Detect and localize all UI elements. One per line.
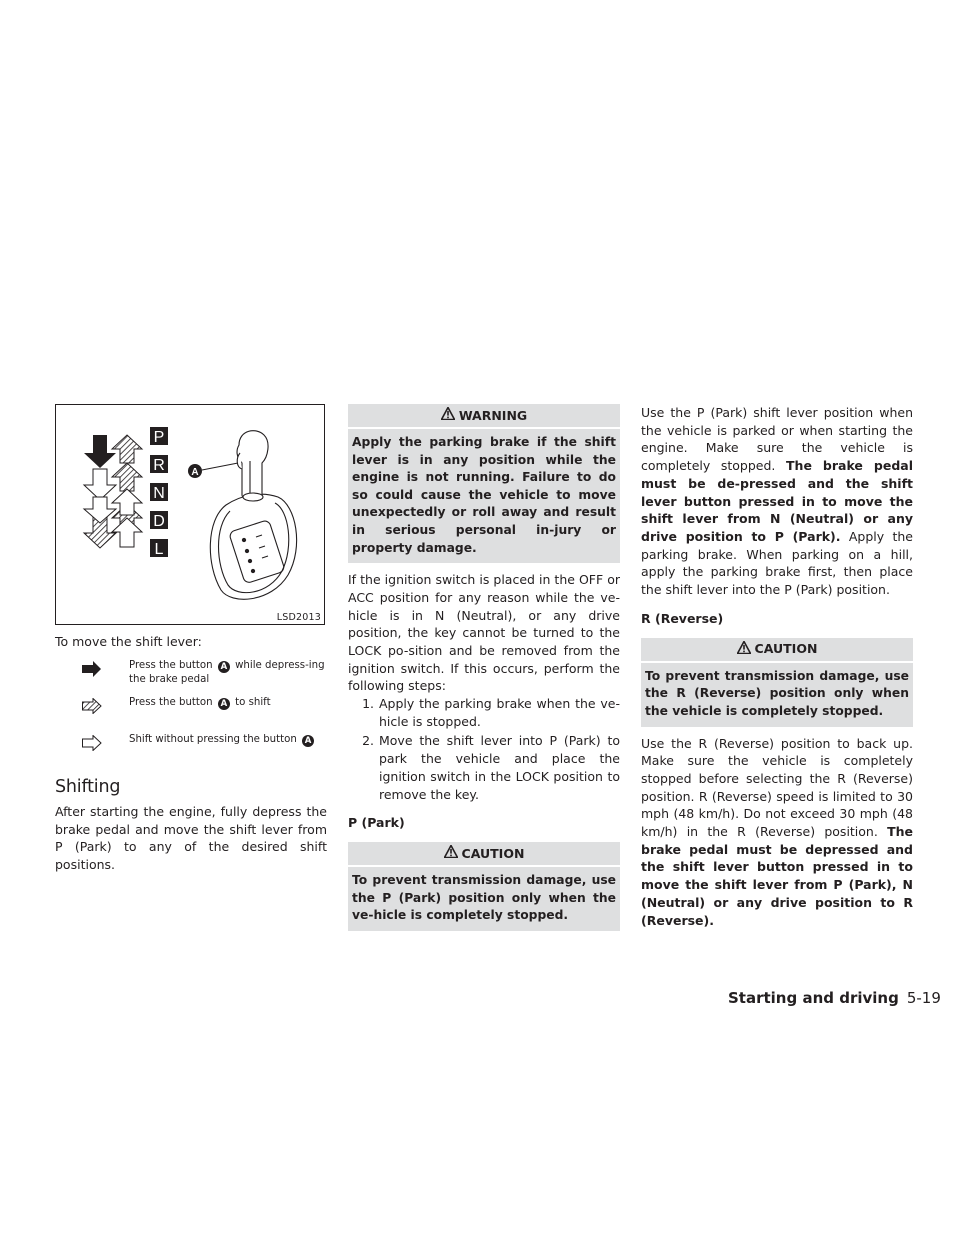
- chapter-title: Starting and driving: [728, 989, 899, 1007]
- shift-lever-figure: [55, 404, 325, 625]
- legend-text: Press the button A to shift: [129, 697, 271, 709]
- shift-gate-icon: [210, 494, 296, 599]
- caution-box: [348, 842, 620, 931]
- knob-icon: [237, 431, 268, 501]
- svg-text:D: D: [153, 513, 165, 530]
- gear-position-labels: [150, 427, 168, 558]
- svg-text:N: N: [153, 485, 165, 502]
- subheading-park: P (Park): [348, 815, 405, 831]
- figure-caption: To move the shift lever:: [55, 634, 202, 649]
- section-heading: Shifting: [55, 777, 121, 797]
- caution-title: CAUTION: [461, 845, 525, 861]
- svg-text:R: R: [153, 457, 165, 474]
- arrow-outline-icon: [55, 733, 129, 751]
- callout-a-badge: A: [302, 735, 314, 747]
- svg-text:L: L: [154, 541, 164, 558]
- warning-triangle-icon: [737, 641, 751, 657]
- arrow-hatched-icon: [55, 696, 129, 714]
- legend-item: [55, 659, 327, 687]
- column-middle: [348, 404, 620, 931]
- callout-a-badge: A: [218, 698, 230, 710]
- paragraph: Use the P (Park) shift lever position when the vehicle is parked or when starting the engine. Make sure the vehicle is completely stopped. The brake pedal must be de-pressed and the shift lever button pressed in to move the shift lever from N (Neutral) or any drive position to P (Park). Apply the parking brake. When parking on a hill, apply the parking brake first, then place the shift lever into the P (Park) position.: [641, 405, 913, 598]
- step-item: 2. Move the shift lever into P (Park) to park the vehicle and place the ignition switch in the LOCK position to remove the key.: [362, 733, 620, 802]
- caution-header: [641, 638, 913, 663]
- caution-box: [641, 638, 913, 727]
- column-left: [55, 404, 327, 874]
- step-item: 1. Apply the parking brake when the ve-hicle is stopped.: [362, 696, 620, 729]
- caution-body: To prevent transmission damage, use the R (Reverse) position only when the vehicle is completely stopped.: [645, 668, 909, 718]
- callout-a: [188, 463, 238, 478]
- figure-id: LSD2013: [276, 612, 321, 623]
- svg-text:A: A: [191, 467, 199, 478]
- arrow-solid-icon: [55, 659, 129, 677]
- caution-header: [348, 842, 620, 867]
- steps-list: [348, 695, 620, 803]
- legend-text: Press the button A while depress-ing the brake pedal: [129, 660, 325, 685]
- subheading-reverse: R (Reverse): [641, 610, 724, 626]
- paragraph: After starting the engine, fully depress the brake pedal and move the shift lever from P (Park) to any of the desired shift positions.: [55, 804, 327, 873]
- column-right: [641, 404, 913, 929]
- warning-body: Apply the parking brake if the shift lever is in any position while the engine is not running. Failure to do so could cause the vehicle to move unexpectedly or roll away and result in serious personal in-jury or property damage.: [352, 435, 616, 555]
- caution-body: To prevent transmission damage, use the P (Park) position only when the ve-hicle is completely stopped.: [352, 873, 616, 923]
- page-footer: [728, 989, 941, 1007]
- warning-triangle-icon: [441, 407, 455, 423]
- arrow-solid-icon: [84, 435, 116, 468]
- warning-header: [348, 404, 620, 429]
- legend-text: Shift without pressing the button A: [129, 733, 316, 747]
- caution-title: CAUTION: [754, 641, 818, 657]
- warning-triangle-icon: [444, 845, 458, 861]
- legend-item: [55, 696, 327, 724]
- legend-item: [55, 733, 327, 761]
- warning-title: WARNING: [458, 407, 528, 423]
- shift-diagram: [56, 405, 326, 626]
- svg-text:P: P: [153, 429, 165, 446]
- paragraph: Use the R (Reverse) position to back up. Make sure the vehicle is completely stopped before selecting the R (Reverse) position. R (Reverse) speed is limited to 30 mph (48 km/h). Do not exceed 30 mph (48 km/h) in the R (Reverse) position. The brake pedal must be depressed and the shift lever button pressed in to move the shift lever from P (Park), N (Neutral) or any drive position to R (Reverse).: [641, 735, 913, 928]
- warning-box: [348, 404, 620, 563]
- page-number: 5-19: [906, 989, 941, 1007]
- callout-a-badge: A: [218, 661, 230, 673]
- paragraph: If the ignition switch is placed in the OFF or ACC position for any reason while the ve-hicle is in N (Neutral), or any drive position, the key cannot be turned to the LOCK po-sition and be removed from the ignition switch. If this occurs, perform the following steps:: [348, 572, 620, 694]
